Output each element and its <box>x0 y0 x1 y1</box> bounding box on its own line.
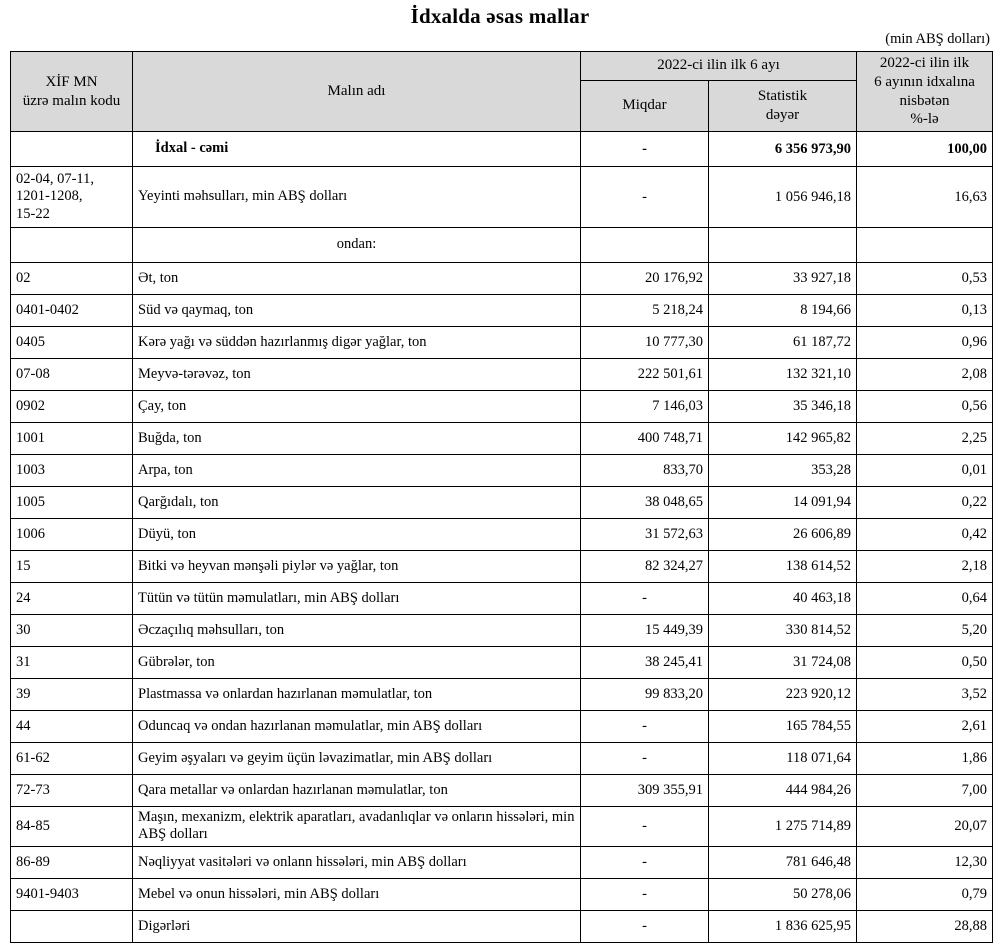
cell-statistical-value: 26 606,89 <box>709 519 857 551</box>
cell-share-percent: 0,01 <box>857 455 993 487</box>
cell-code: 86-89 <box>11 846 133 878</box>
cell-goods-name: Bitki və heyvan mənşəli piylər və yağlar, ton <box>133 551 581 583</box>
cell-goods-name: Düyü, ton <box>133 519 581 551</box>
table-row <box>11 391 993 423</box>
cell-quantity: 38 048,65 <box>581 487 709 519</box>
column-header-quantity: Miqdar <box>581 80 709 131</box>
cell-quantity: 400 748,71 <box>581 423 709 455</box>
cell-goods-name: Digərləri <box>133 910 581 942</box>
cell-goods-name: Qarğıdalı, ton <box>133 487 581 519</box>
cell-code <box>11 910 133 942</box>
cell-quantity: - <box>581 711 709 743</box>
cell-quantity: - <box>581 743 709 775</box>
cell-share-percent: 5,20 <box>857 615 993 647</box>
cell-goods-name: Geyim əşyaları və geyim üçün ləvazimatlar, min ABŞ dolları <box>133 743 581 775</box>
cell-share-percent: 20,07 <box>857 807 993 847</box>
cell-share-percent <box>857 228 993 263</box>
cell-goods-name: Süd və qaymaq, ton <box>133 295 581 327</box>
cell-statistical-value: 1 275 714,89 <box>709 807 857 847</box>
cell-goods-name: Arpa, ton <box>133 455 581 487</box>
table-row <box>11 487 993 519</box>
table-row <box>11 807 993 847</box>
cell-statistical-value: 8 194,66 <box>709 295 857 327</box>
cell-code-line: 1201-1208, <box>16 188 83 205</box>
table-row <box>11 359 993 391</box>
cell-quantity: - <box>581 910 709 942</box>
cell-quantity: 99 833,20 <box>581 679 709 711</box>
cell-code <box>11 228 133 263</box>
cell-quantity: - <box>581 132 709 167</box>
import-main-goods-table <box>10 51 993 943</box>
cell-share-percent: 16,63 <box>857 167 993 228</box>
cell-code: 1005 <box>11 487 133 519</box>
cell-share-percent: 0,22 <box>857 487 993 519</box>
page-title: İdxalda əsas mallar <box>410 4 590 28</box>
column-header-share-line1: 2022-ci ilin ilk <box>879 55 970 71</box>
cell-goods-name: Buğda, ton <box>133 423 581 455</box>
cell-code: 30 <box>11 615 133 647</box>
cell-share-percent: 0,96 <box>857 327 993 359</box>
column-header-share-line4: %-lə <box>910 111 939 128</box>
cell-share-percent: 0,64 <box>857 583 993 615</box>
cell-goods-name: Kərə yağı və süddən hazırlanmış digər yağlar, ton <box>133 327 581 359</box>
cell-code: 0401-0402 <box>11 295 133 327</box>
table-row <box>11 679 993 711</box>
cell-share-percent: 12,30 <box>857 846 993 878</box>
cell-code: 24 <box>11 583 133 615</box>
cell-share-percent: 1,86 <box>857 743 993 775</box>
cell-goods-name: Meyvə-tərəvəz, ton <box>133 359 581 391</box>
cell-quantity: - <box>581 167 709 228</box>
table-row <box>11 910 993 942</box>
cell-share-percent: 2,61 <box>857 711 993 743</box>
cell-goods-name: Nəqliyyat vasitələri və onlann hissələri, min ABŞ dolları <box>133 846 581 878</box>
table-row <box>11 711 993 743</box>
cell-share-percent: 100,00 <box>857 132 993 167</box>
cell-goods-name: İdxal - cəmi <box>133 132 581 167</box>
column-header-code-line1: XİF MN <box>45 73 98 90</box>
column-header-code-line2: üzrə malın kodu <box>22 92 121 109</box>
column-header-share-line2: 6 ayının idxalına <box>874 73 975 90</box>
cell-share-percent: 2,08 <box>857 359 993 391</box>
cell-goods-name: Ət, ton <box>133 263 581 295</box>
table-row <box>11 775 993 807</box>
column-header-code <box>11 52 133 132</box>
cell-statistical-value: 14 091,94 <box>709 487 857 519</box>
column-header-share-line3: nisbətən <box>899 92 950 109</box>
cell-statistical-value: 165 784,55 <box>709 711 857 743</box>
cell-code: 44 <box>11 711 133 743</box>
cell-statistical-value: 1 056 946,18 <box>709 167 857 228</box>
table-row <box>11 167 993 228</box>
cell-statistical-value: 132 321,10 <box>709 359 857 391</box>
cell-code: 31 <box>11 647 133 679</box>
table-row <box>11 615 993 647</box>
cell-code-line: 15-22 <box>16 205 50 222</box>
cell-code: 02 <box>11 263 133 295</box>
table-row <box>11 519 993 551</box>
cell-goods-name: Gübrələr, ton <box>133 647 581 679</box>
cell-code: 1006 <box>11 519 133 551</box>
cell-quantity: - <box>581 583 709 615</box>
cell-quantity: - <box>581 846 709 878</box>
cell-goods-name: Yeyinti məhsulları, min ABŞ dolları <box>133 167 581 228</box>
cell-quantity: 5 218,24 <box>581 295 709 327</box>
table-row <box>11 327 993 359</box>
cell-statistical-value: 61 187,72 <box>709 327 857 359</box>
cell-goods-name: Çay, ton <box>133 391 581 423</box>
cell-quantity: - <box>581 878 709 910</box>
table-row <box>11 132 993 167</box>
table-row <box>11 551 993 583</box>
cell-statistical-value: 444 984,26 <box>709 775 857 807</box>
cell-quantity: 309 355,91 <box>581 775 709 807</box>
cell-share-percent: 0,53 <box>857 263 993 295</box>
cell-statistical-value: 142 965,82 <box>709 423 857 455</box>
units-note: (min ABŞ dolları) <box>885 31 990 47</box>
table-row <box>11 878 993 910</box>
cell-statistical-value: 50 278,06 <box>709 878 857 910</box>
cell-share-percent: 7,00 <box>857 775 993 807</box>
cell-share-percent: 0,13 <box>857 295 993 327</box>
cell-quantity: 31 572,63 <box>581 519 709 551</box>
column-header-value-line2: dəyər <box>765 106 800 123</box>
cell-share-percent: 2,18 <box>857 551 993 583</box>
table-row <box>11 647 993 679</box>
column-header-value-line1: Statistik <box>757 88 808 105</box>
cell-statistical-value: 330 814,52 <box>709 615 857 647</box>
column-header-value <box>709 80 857 131</box>
cell-share-percent: 0,50 <box>857 647 993 679</box>
table-row <box>11 295 993 327</box>
table-body <box>11 132 993 943</box>
cell-code: 9401-9403 <box>11 878 133 910</box>
cell-quantity: 7 146,03 <box>581 391 709 423</box>
column-header-share <box>857 52 993 132</box>
cell-share-percent: 28,88 <box>857 910 993 942</box>
cell-statistical-value: 781 646,48 <box>709 846 857 878</box>
cell-quantity: - <box>581 807 709 847</box>
cell-statistical-value: 35 346,18 <box>709 391 857 423</box>
cell-code: 07-08 <box>11 359 133 391</box>
table-row <box>11 743 993 775</box>
table-row <box>11 455 993 487</box>
cell-statistical-value: 6 356 973,90 <box>709 132 857 167</box>
cell-quantity <box>581 228 709 263</box>
table-row <box>11 423 993 455</box>
cell-code: 1003 <box>11 455 133 487</box>
cell-goods-name: Plastmassa və onlardan hazırlanan məmulatlar, ton <box>133 679 581 711</box>
cell-share-percent: 0,42 <box>857 519 993 551</box>
cell-code: 1001 <box>11 423 133 455</box>
cell-code-line: 02-04, 07-11, <box>16 170 94 187</box>
cell-statistical-value: 33 927,18 <box>709 263 857 295</box>
cell-statistical-value: 40 463,18 <box>709 583 857 615</box>
table-row <box>11 583 993 615</box>
cell-code <box>11 132 133 167</box>
table-header <box>11 52 993 132</box>
cell-quantity: 82 324,27 <box>581 551 709 583</box>
table-row <box>11 228 993 263</box>
cell-statistical-value: 223 920,12 <box>709 679 857 711</box>
cell-share-percent: 0,79 <box>857 878 993 910</box>
cell-statistical-value: 353,28 <box>709 455 857 487</box>
cell-share-percent: 3,52 <box>857 679 993 711</box>
cell-statistical-value: 118 071,64 <box>709 743 857 775</box>
cell-goods-name: Tütün və tütün məmulatları, min ABŞ dolları <box>133 583 581 615</box>
cell-goods-name: Oduncaq və ondan hazırlanan məmulatlar, min ABŞ dolları <box>133 711 581 743</box>
cell-code: 15 <box>11 551 133 583</box>
column-header-period-group: 2022-ci ilin ilk 6 ayı <box>581 52 857 81</box>
cell-goods-name: Qara metallar və onlardan hazırlanan məmulatlar, ton <box>133 775 581 807</box>
cell-quantity: 15 449,39 <box>581 615 709 647</box>
cell-share-percent: 2,25 <box>857 423 993 455</box>
cell-goods-name: Mebel və onun hissələri, min ABŞ dolları <box>133 878 581 910</box>
cell-code: 61-62 <box>11 743 133 775</box>
cell-code: 0902 <box>11 391 133 423</box>
cell-share-percent: 0,56 <box>857 391 993 423</box>
cell-code: 39 <box>11 679 133 711</box>
cell-code: 84-85 <box>11 807 133 847</box>
table-row <box>11 846 993 878</box>
cell-code <box>11 167 133 228</box>
table-row <box>11 263 993 295</box>
cell-statistical-value: 1 836 625,95 <box>709 910 857 942</box>
cell-statistical-value <box>709 228 857 263</box>
cell-quantity: 833,70 <box>581 455 709 487</box>
cell-goods-name: ondan: <box>133 228 581 263</box>
cell-quantity: 10 777,30 <box>581 327 709 359</box>
cell-quantity: 20 176,92 <box>581 263 709 295</box>
cell-code: 0405 <box>11 327 133 359</box>
cell-goods-name: Əczaçılıq məhsulları, ton <box>133 615 581 647</box>
cell-quantity: 38 245,41 <box>581 647 709 679</box>
cell-quantity: 222 501,61 <box>581 359 709 391</box>
column-header-name: Malın adı <box>133 52 581 132</box>
cell-code: 72-73 <box>11 775 133 807</box>
cell-goods-name: Maşın, mexanizm, elektrik aparatları, avadanlıqlar və onların hissələri, min ABŞ dolları <box>133 807 581 847</box>
cell-statistical-value: 31 724,08 <box>709 647 857 679</box>
cell-statistical-value: 138 614,52 <box>709 551 857 583</box>
